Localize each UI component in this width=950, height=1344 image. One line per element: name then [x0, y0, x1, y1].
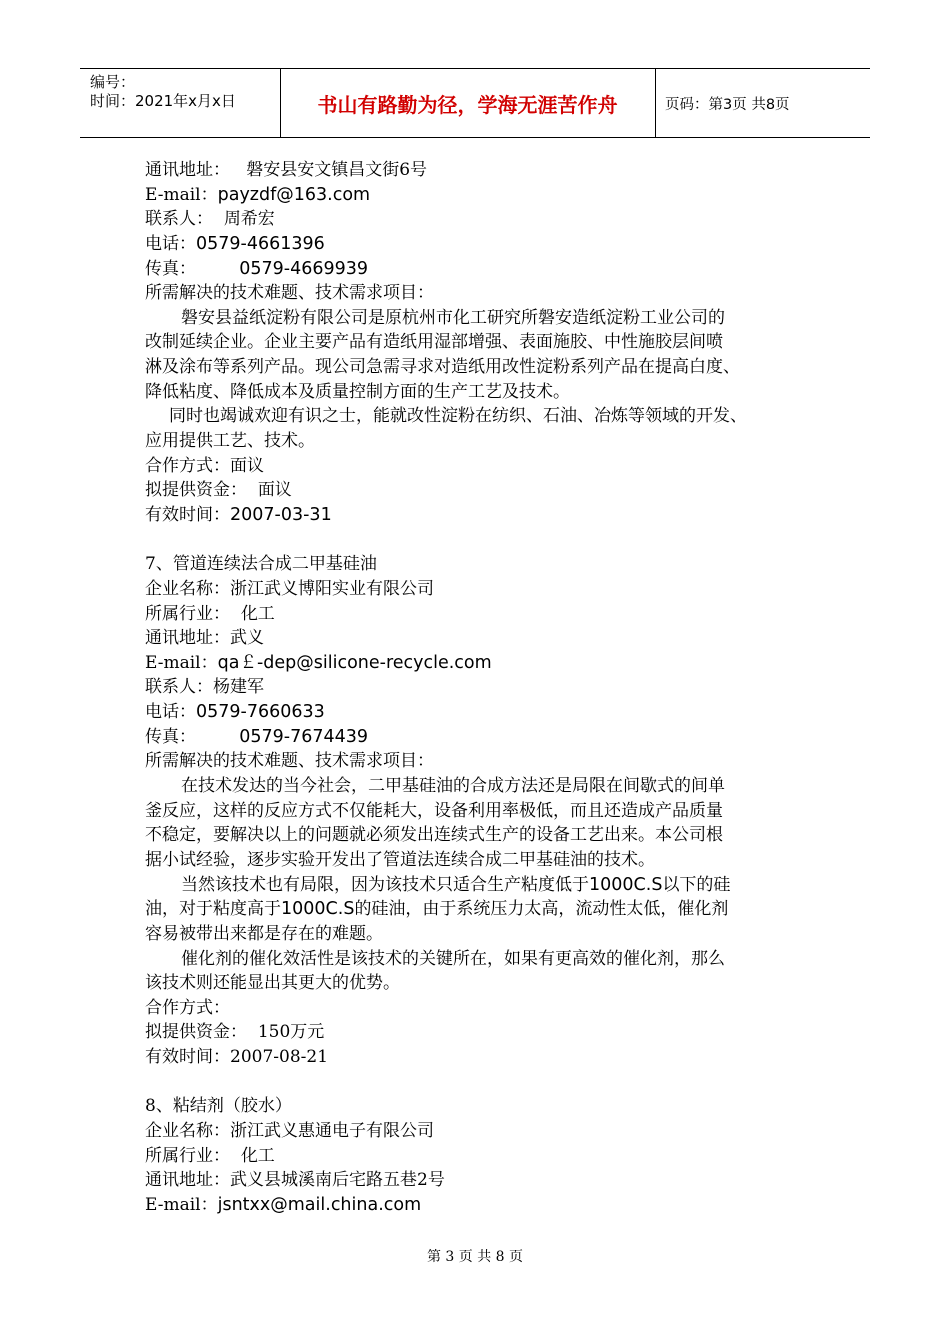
contact-line: 联系人：杨建军: [145, 677, 264, 698]
description-line: 磐安县益纸淀粉有限公司是原杭州市化工研究所磐安造纸淀粉工业公司的: [181, 307, 725, 328]
funding-line: 拟提供资金： 150万元: [145, 1022, 325, 1043]
page-footer: 第 3 页 共 8 页: [426, 1249, 524, 1265]
email-line: E-mail：payzdf@163.com: [145, 184, 371, 205]
doc-number: 编号：: [90, 73, 136, 91]
description-line: 油，对于粘度高于1000C.S的硅油，由于系统压力太高，流动性太低，催化剂: [145, 899, 729, 920]
phone-line: 电话：0579-4661396: [145, 233, 325, 254]
needs-label: 所需解决的技术难题、技术需求项目：: [145, 751, 434, 772]
industry-line: 所属行业： 化工: [145, 1145, 275, 1166]
address-line: 通讯地址：武义县城溪南后宅路五巷2号: [145, 1170, 445, 1191]
doc-time: 时间：2021年x月x日: [90, 92, 236, 110]
industry-line: 所属行业： 化工: [145, 603, 275, 624]
description-line: 淋及涂布等系列产品。现公司急需寻求对造纸用改性淀粉系列产品在提高白度、: [145, 357, 740, 378]
cooperation-line: 合作方式：: [145, 997, 230, 1018]
funding-line: 拟提供资金： 面议: [145, 480, 292, 501]
fax-line: 传真： 0579-4669939: [145, 258, 369, 279]
page-header: [80, 68, 870, 138]
header-meta: [90, 73, 236, 111]
description-line: 釜反应，这样的反应方式不仅能耗大，设备利用率极低，而且还造成产品质量: [145, 800, 723, 821]
header-divider: [655, 69, 656, 137]
description-line: 应用提供工艺、技术。: [145, 431, 315, 452]
contact-line: 联系人： 周希宏: [145, 209, 275, 230]
phone-line: 电话：0579-7660633: [145, 702, 325, 723]
header-motto: 书山有路勤为径，学海无涯苦作舟: [317, 92, 618, 117]
document-body: [145, 158, 825, 1218]
description-line: 降低粘度、降低成本及质量控制方面的生产工艺及技术。: [145, 381, 570, 402]
spacer: [145, 528, 825, 553]
fax-line: 传真： 0579-7674439: [145, 726, 369, 747]
cooperation-line: 合作方式：面议: [145, 455, 264, 476]
description-line: 同时也竭诚欢迎有识之士，能就改性淀粉在纺织、石油、冶炼等领域的开发、: [169, 406, 747, 427]
company-line: 企业名称：浙江武义博阳实业有限公司: [145, 578, 434, 599]
email-line: E-mail：jsntxx@mail.china.com: [145, 1194, 422, 1215]
description-line: 不稳定，要解决以上的问题就必须发出连续式生产的设备工艺出来。本公司根: [145, 825, 723, 846]
valid-date-line: 有效时间：2007-03-31: [145, 504, 332, 525]
email-line: E-mail：qa￡-dep@silicone-recycle.com: [145, 652, 492, 673]
description-line: 容易被带出来都是存在的难题。: [145, 923, 383, 944]
entry-title: 7、管道连续法合成二甲基硅油: [145, 554, 377, 575]
needs-label: 所需解决的技术难题、技术需求项目：: [145, 283, 434, 304]
description-line: 催化剂的催化效活性是该技术的关键所在，如果有更高效的催化剂，那么: [181, 948, 725, 969]
description-line: 该技术则还能显出其更大的优势。: [145, 973, 400, 994]
address-line: 通讯地址：武义: [145, 628, 264, 649]
header-page-info: 页码：第3页 共8页: [665, 96, 790, 113]
description-line: 当然该技术也有局限，因为该技术只适合生产粘度低于1000C.S以下的硅: [181, 874, 731, 895]
address-line: 通讯地址： 磐安县安文镇昌文街6号: [145, 160, 428, 180]
spacer: [145, 1070, 825, 1095]
valid-date-line: 有效时间：2007-08-21: [145, 1047, 329, 1068]
entry-title: 8、粘结剂（胶水）: [145, 1096, 292, 1117]
company-line: 企业名称：浙江武义惠通电子有限公司: [145, 1120, 434, 1141]
description-line: 据小试经验，逐步实验开发出了管道法连续合成二甲基硅油的技术。: [145, 849, 655, 870]
description-line: 改制延续企业。企业主要产品有造纸用湿部增强、表面施胶、中性施胶层间喷: [145, 332, 723, 353]
description-line: 在技术发达的当今社会，二甲基硅油的合成方法还是局限在间歇式的间单: [181, 776, 725, 797]
